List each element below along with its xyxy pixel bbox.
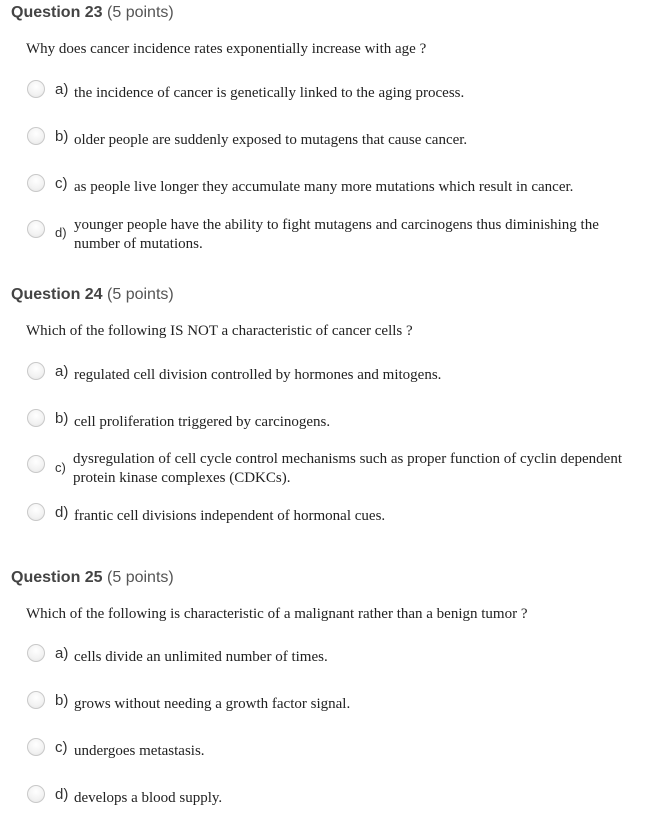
option-letter: c) [55,739,68,756]
option-letter: a) [55,363,69,380]
radio-button[interactable] [27,644,45,662]
radio-button[interactable] [27,785,45,803]
option-text: grows without needing a growth factor signal. [74,696,351,712]
option-letter: d) [55,504,69,521]
option-letter: c) [55,175,68,192]
radio-button[interactable] [27,691,45,709]
radio-button[interactable] [27,127,45,145]
radio-button[interactable] [27,220,45,238]
option-text: regulated cell division controlled by hormones and mitogens. [74,367,442,383]
option-text: as people live longer they accumulate many more mutations which result in cancer. [74,179,574,195]
option-text: cells divide an unlimited number of times. [74,649,328,665]
radio-button[interactable] [27,362,45,380]
option-text: the incidence of cancer is genetically linked to the aging process. [74,85,465,101]
radio-button[interactable] [27,738,45,756]
option-text: older people are suddenly exposed to mutagens that cause cancer. [74,132,468,148]
question-header [11,3,174,23]
option-letter: b) [55,410,69,427]
option-text: develops a blood supply. [74,790,223,806]
question-header [11,285,174,305]
question-text: Which of the following is characteristic of a malignant rather than a benign tumor ? [26,606,528,622]
option-letter: b) [55,128,69,145]
question-number: Question 24 [11,286,103,303]
radio-button[interactable] [27,80,45,98]
question-text: Why does cancer incidence rates exponentially increase with age ? [26,41,427,57]
option-text: frantic cell divisions independent of hormonal cues. [74,508,386,524]
question-text: Which of the following IS NOT a characteristic of cancer cells ? [26,323,413,339]
option-letter: b) [55,692,69,709]
radio-button[interactable] [27,455,45,473]
question-points: (5 points) [107,286,174,303]
option-text: dysregulation of cell cycle control mechanisms such as proper function of cyclin dependent protein kinase complexes (CDKCs). [73,451,622,486]
question-header [11,568,174,588]
question-number: Question 23 [11,4,103,21]
option-letter: d) [55,786,69,803]
radio-button[interactable] [27,503,45,521]
question-points: (5 points) [107,569,174,586]
question-points: (5 points) [107,4,174,21]
option-text: cell proliferation triggered by carcinogens. [74,414,331,430]
option-letter: d) [55,225,67,240]
option-letter: a) [55,645,69,662]
question-number: Question 25 [11,569,103,586]
option-text: undergoes metastasis. [74,743,205,759]
option-letter: a) [55,81,69,98]
radio-button[interactable] [27,174,45,192]
option-letter: c) [55,460,66,475]
radio-button[interactable] [27,409,45,427]
option-text: younger people have the ability to fight mutagens and carcinogens thus diminishing the number of mutations. [74,217,599,252]
